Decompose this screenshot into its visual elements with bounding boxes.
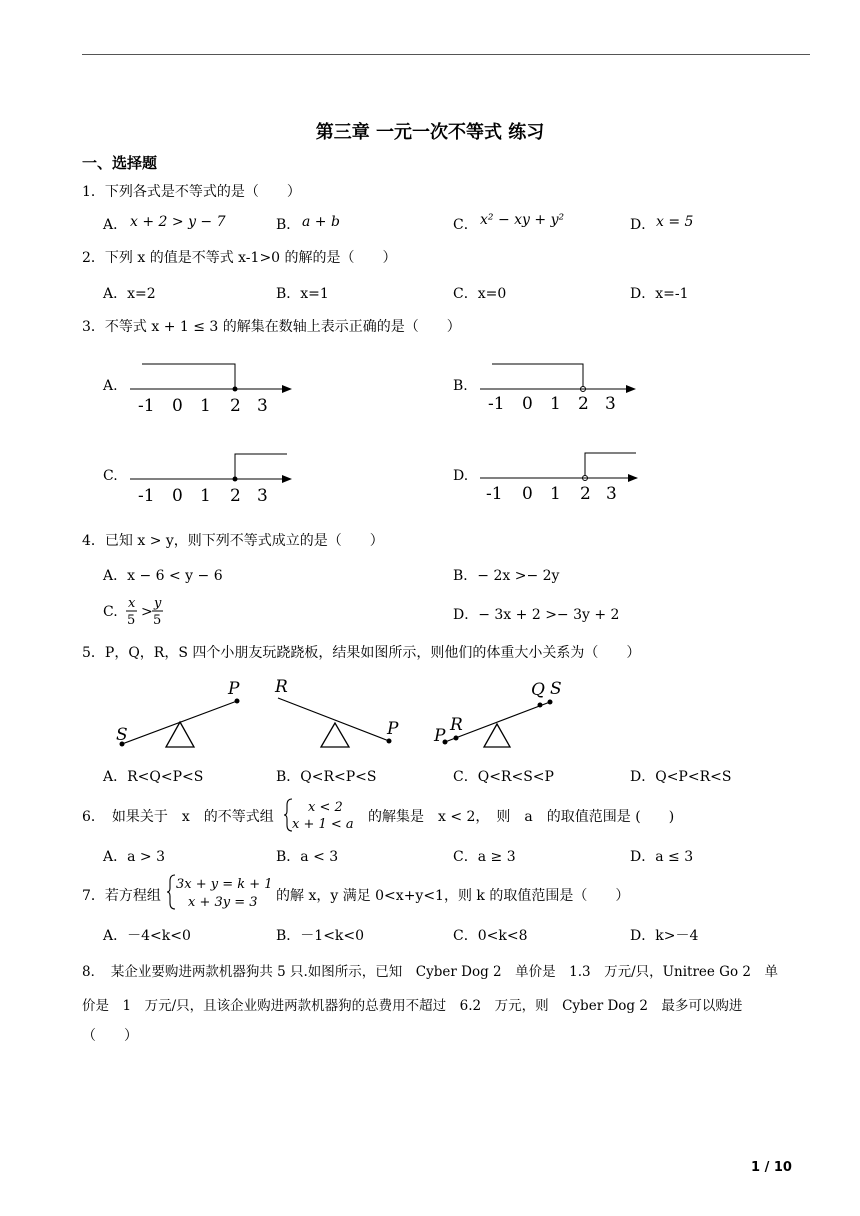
q6-inequality-system [284,797,364,833]
tick-label: 3 [257,486,268,505]
q7-option-b: B．－1<k<0 [276,928,365,944]
number-line-a [120,355,300,415]
q3-label-c: C. [103,468,118,484]
tick-label: -1 [138,396,155,415]
question-6-stem-a: 6． 如果关于 x 的不等式组 [82,809,274,825]
tick-label: 2 [230,396,241,415]
q3-label-d: D. [453,468,469,484]
q3-label-b: B. [453,378,468,394]
svg-text:S: S [550,679,562,699]
q7-option-a: A．－4<k<0 [103,928,191,944]
tick-label: 2 [578,394,589,414]
q1-option-c-label: C． [453,217,478,233]
q6-option-b: B．a < 3 [276,849,339,865]
svg-text:x + 1 < a: x + 1 < a [292,817,354,832]
header-rule [82,54,810,55]
question-7-stem-b: 的解 x，y 满足 0<x+y<1，则 k 的取值范围是（ ） [276,888,630,904]
q5-option-d: D．Q<P<R<S [630,769,732,785]
q5-option-b: B．Q<R<P<S [276,769,377,785]
question-8-line-1: 8． 某企业要购进两款机器狗共 5 只.如图所示，已知 Cyber Dog 2 单价是 1.3 万元/只，Unitree Go 2 单 [82,964,778,980]
question-8-line-2: 价是 1 万元/只，且该企业购进两款机器狗的总费用不超过 6.2 万元，则 Cyber Dog 2 最多可以购进 [82,998,743,1014]
question-3-stem: 3．不等式 x + 1 ≤ 3 的解集在数轴上表示正确的是（ ） [82,319,461,335]
q6-option-d: D．a ≤ 3 [630,849,694,865]
tick-label: 1 [550,484,561,504]
q2-option-a: A．x=2 [103,286,156,302]
q4-option-c-fraction [124,594,184,628]
tick-label: 2 [230,486,241,505]
question-5-stem: 5．P，Q，R，S 四个小朋友玩跷跷板，结果如图所示，则他们的体重大小关系为（ ） [82,645,641,661]
question-7-stem-a: 7．若方程组 [82,888,161,904]
svg-text:x + 3y = 3: x + 3y = 3 [188,895,258,910]
q2-option-c: C．x=0 [453,286,507,302]
tick-label: 0 [522,394,533,414]
q4-option-a: A．x − 6 < y − 6 [103,568,223,584]
q4-option-b: B．− 2x >− 2y [453,568,560,584]
number-line-b [470,355,650,415]
svg-text:5: 5 [153,613,162,628]
svg-text:y: y [154,596,162,611]
svg-text:S: S [116,725,128,745]
q2-option-d: D．x=-1 [630,286,689,302]
svg-text:P: P [228,679,240,699]
tick-label: 3 [605,394,616,414]
tick-label: 1 [550,394,561,414]
tick-label: 0 [522,484,533,504]
q3-label-a: A. [103,378,118,394]
svg-text:x: x [128,596,136,611]
q1-option-b: a + b [302,214,340,230]
tick-label: 3 [257,396,268,415]
q1-option-c: x² − xy + y² [480,212,565,228]
question-8-line-3: （ ） [82,1028,138,1044]
tick-label: 1 [200,396,211,415]
tick-label: -1 [488,394,505,414]
q7-equation-system [166,873,278,913]
number-line-d [470,445,650,505]
svg-text:R: R [450,715,463,735]
tick-label: 3 [606,484,617,504]
q6-option-c: C．a ≥ 3 [453,849,516,865]
section-heading: 一、选择题 [82,154,158,172]
question-1-stem: 1．下列各式是不等式的是（ ） [82,184,301,200]
svg-text:P: P [387,719,399,739]
svg-text:>: > [141,604,153,620]
q1-option-a: x + 2 > y − 7 [130,214,226,230]
q1-option-a-label: A． [103,217,128,233]
svg-text:5: 5 [127,613,136,628]
q1-option-d-label: D． [630,217,656,233]
q5-option-a: A．R<Q<P<S [103,769,204,785]
question-4-stem: 4．已知 x > y，则下列不等式成立的是（ ） [82,533,384,549]
question-6-stem-b: 的解集是 x < 2， 则 a 的取值范围是 ( ) [368,809,675,825]
q1-option-d: x = 5 [656,214,694,230]
q7-option-d: D．k>－4 [630,928,699,944]
page-number: 1 / 10 [751,1160,792,1175]
number-line-c [120,445,300,505]
svg-text:Q: Q [531,680,545,700]
svg-text:3x + y = k + 1: 3x + y = k + 1 [176,877,273,892]
svg-text:x < 2: x < 2 [308,800,343,815]
tick-label: 1 [200,486,211,505]
q7-option-c: C．0<k<8 [453,928,528,944]
svg-text:R: R [275,677,288,697]
q5-option-c: C．Q<R<S<P [453,769,554,785]
tick-label: 0 [172,486,183,505]
q2-option-b: B．x=1 [276,286,329,302]
q4-option-d: D．− 3x + 2 >− 3y + 2 [453,607,620,623]
q1-option-b-label: B． [276,217,301,233]
q6-option-a: A．a > 3 [103,849,165,865]
tick-label: 2 [580,484,591,504]
q4-option-c-label: C. [103,604,118,620]
tick-label: -1 [138,486,155,505]
page-title: 第三章 一元一次不等式 练习 [315,122,545,143]
tick-label: -1 [486,484,503,504]
svg-text:P: P [434,726,446,746]
tick-label: 0 [172,396,183,415]
seesaw-figure [100,672,620,757]
question-2-stem: 2．下列 x 的值是不等式 x-1>0 的解的是（ ） [82,250,397,266]
